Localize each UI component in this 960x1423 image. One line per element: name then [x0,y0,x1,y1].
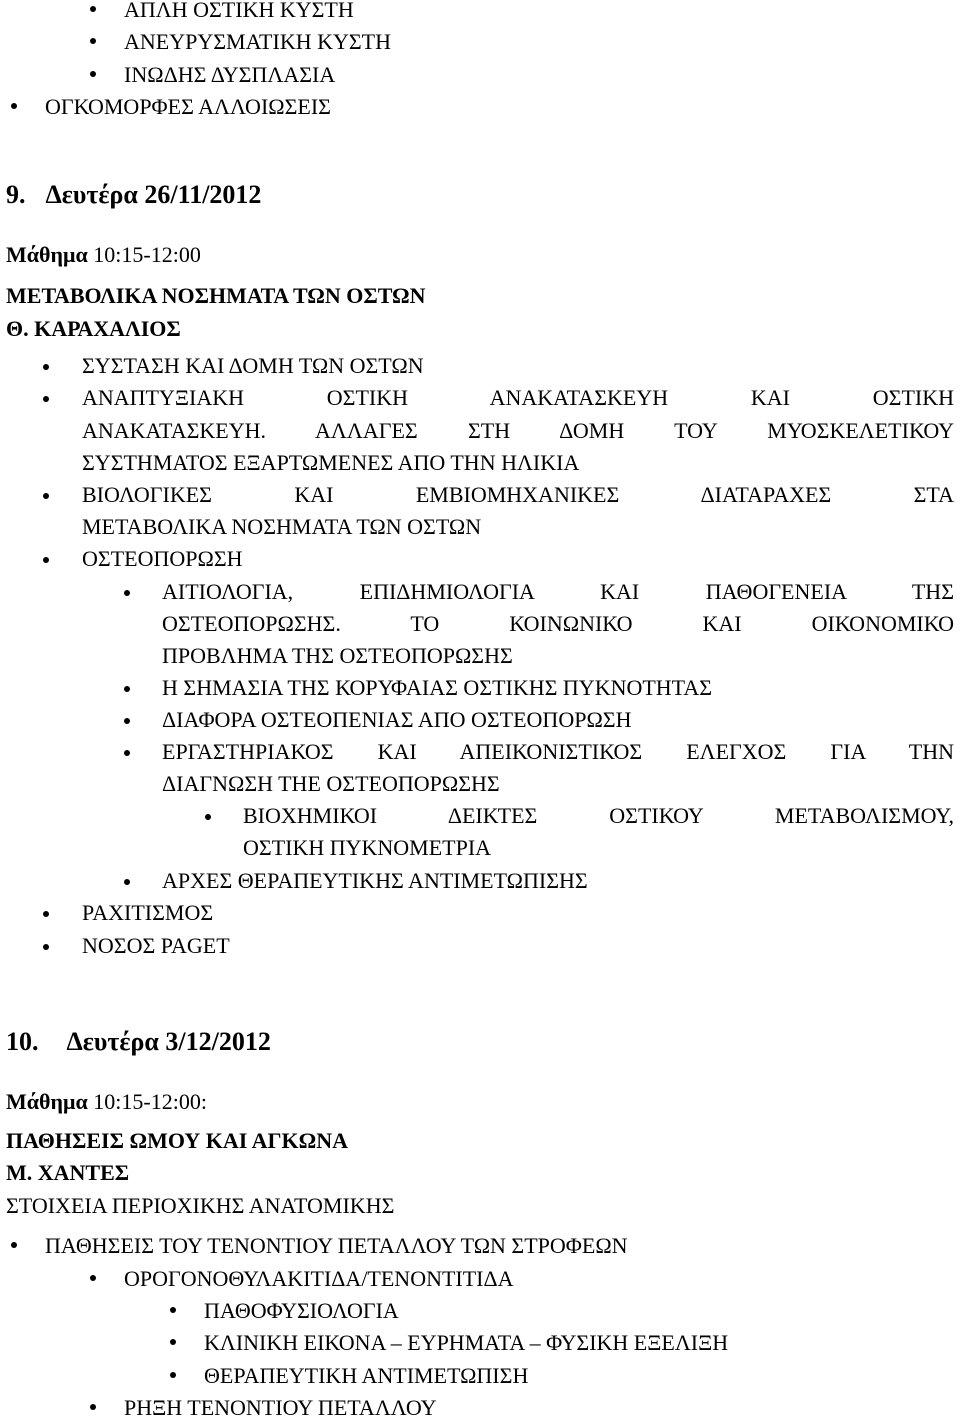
bullet-icon [43,557,49,563]
bullet-icon [43,944,49,950]
bullet-icon [124,590,130,596]
list-item: ΑΝΑΠΤΥΞΙΑΚΗ ΟΣΤΙΚΗ ΑΝΑΚΑΤΑΣΚΕΥΗ ΚΑΙ ΟΣΤΙΚΗ [82,385,954,410]
sub-list-item: ΡΗΞΗ ΤΕΝΟΝΤΙΟΥ ΠΕΤΑΛΛΟΥ [124,1395,437,1420]
bullet-icon [11,1242,17,1248]
lecturer-name: Μ. ΧΑΝΤΕΣ [6,1160,130,1185]
sub-list-item-cont: ΔΙΑΓΝΩΣΗ ΤΗΕ ΟΣΤΕΟΠΟΡΩΣΗΣ [162,771,500,796]
bullet-icon [90,6,96,12]
list-item: ΑΝΕΥΡΥΣΜΑΤΙΚΗ ΚΥΣΤΗ [124,29,392,54]
lesson-time: 10:15-12:00: [93,1089,207,1114]
list-item: ΙΝΩΔΗΣ ΔΥΣΠΛΑΣΙΑ [124,62,336,87]
sub-list-item: ΟΡΟΓΟΝΟΘΥΛΑΚΙΤΙΔΑ/ΤΕΝΟΝΤΙΤΙΔΑ [124,1266,514,1291]
sub-list-item: ΔΙΑΦΟΡΑ ΟΣΤΕΟΠΕΝΙΑΣ ΑΠΟ ΟΣΤΕΟΠΟΡΩΣΗ [162,707,632,732]
bullet-icon [43,911,49,917]
list-item: ΟΓΚΟΜΟΡΦΕΣ ΑΛΛΟΙΩΣΕΙΣ [45,94,331,119]
sub-sub-list-item-cont: ΟΣΤΙΚΗ ΠΥΚΝΟΜΕΤΡΙΑ [243,835,492,860]
list-item: ΟΣΤΕΟΠΟΡΩΣΗ [82,546,243,571]
bullet-icon [124,879,130,885]
list-item: ΝΟΣΟΣ PAGET [82,933,230,958]
bullet-icon [43,364,49,370]
intro-text: ΣΤΟΙΧΕΙΑ ΠΕΡΙΟΧΙΚΗΣ ΑΝΑΤΟΜΙΚΗΣ [6,1193,395,1218]
bullet-icon [205,814,211,820]
bullet-icon [43,396,49,402]
list-item: ΡΑΧΙΤΙΣΜΟΣ [82,900,214,925]
list-item-cont: ΜΕΤΑΒΟΛΙΚΑ ΝΟΣΗΜΑΤΑ ΤΩΝ ΟΣΤΩΝ [82,514,482,539]
sub-list-item-cont: ΟΣΤΕΟΠΟΡΩΣΗΣ. ΤΟ ΚΟΙΝΩΝΙΚΟ ΚΑΙ ΟΙΚΟΝΟΜΙΚΟ [162,611,954,636]
lecturer-name: Θ. ΚΑΡΑΧΑΛΙΟΣ [6,316,181,341]
list-item: ΒΙΟΛΟΓΙΚΕΣ ΚΑΙ ΕΜΒΙΟΜΗΧΑΝΙΚΕΣ ΔΙΑΤΑΡΑΧΕΣ ΣΤΑ [82,482,954,507]
section-heading [6,179,261,210]
bullet-icon [124,750,130,756]
sub-list-item: Η ΣΗΜΑΣΙΑ ΤΗΣ ΚΟΡΥΦΑΙΑΣ ΟΣΤΙΚΗΣ ΠΥΚΝΟΤΗΤΑΣ [162,675,713,700]
list-item: ΣΥΣΤΑΣΗ ΚΑΙ ΔΟΜΗ ΤΩΝ ΟΣΤΩΝ [82,353,424,378]
lecture-title: ΠΑΘΗΣΕΙΣ ΩΜΟΥ ΚΑΙ ΑΓΚΩΝΑ [6,1128,348,1153]
bullet-icon [124,686,130,692]
sub-sub-list-item: ΚΛΙΝΙΚΗ ΕΙΚΟΝΑ – ΕΥΡΗΜΑΤΑ – ΦΥΣΙΚΗ ΕΞΕΛΙΞΗ [204,1330,729,1355]
sub-list-item-cont: ΠΡΟΒΛΗΜΑ ΤΗΣ ΟΣΤΕΟΠΟΡΩΣΗΣ [162,643,513,668]
sub-list-item: ΑΙΤΙΟΛΟΓΙΑ, ΕΠΙΔΗΜΙΟΛΟΓΙΑ ΚΑΙ ΠΑΘΟΓΕΝΕΙΑ ΤΗΣ [162,579,954,604]
section-number: 10. [6,1027,39,1056]
lecture-title: ΜΕΤΑΒΟΛΙΚΑ ΝΟΣΗΜΑΤΑ ΤΩΝ ΟΣΤΩΝ [6,283,426,308]
bullet-icon [90,38,96,44]
lesson-line [6,239,201,270]
bullet-icon [170,1307,176,1313]
sub-list-item: ΕΡΓΑΣΤΗΡΙΑΚΟΣ ΚΑΙ ΑΠΕΙΚΟΝΙΣΤΙΚΟΣ ΕΛΕΓΧΟΣ ΓΙΑ ΤΗΝ [162,739,954,764]
list-item-cont: ΣΥΣΤΗΜΑΤΟΣ ΕΞΑΡΤΩΜΕΝΕΣ ΑΠΟ ΤΗΝ ΗΛΙΚΙΑ [82,450,580,475]
bullet-icon [43,493,49,499]
section-date: Δευτέρα 3/12/2012 [66,1027,271,1056]
bullet-icon [90,1275,96,1281]
bullet-icon [90,71,96,77]
bullet-icon [170,1372,176,1378]
sub-sub-list-item: ΠΑΘΟΦΥΣΙΟΛΟΓΙΑ [204,1298,399,1323]
list-item: ΠΑΘΗΣΕΙΣ ΤΟΥ ΤΕΝΟΝΤΙΟΥ ΠΕΤΑΛΛΟΥ ΤΩΝ ΣΤΡΟΦΕΩΝ [45,1233,628,1258]
section-number: 9. [6,180,26,209]
lesson-label: Μάθημα [6,242,88,267]
lesson-time: 10:15-12:00 [93,242,201,267]
sub-sub-list-item: ΒΙΟΧΗΜΙΚΟΙ ΔΕΙΚΤΕΣ ΟΣΤΙΚΟΥ ΜΕΤΑΒΟΛΙΣΜΟΥ, [243,803,954,828]
list-item-cont: ΑΝΑΚΑΤΑΣΚΕΥΗ. ΑΛΛΑΓΕΣ ΣΤΗ ΔΟΜΗ ΤΟΥ ΜΥΟΣΚΕΛΕΤΙΚΟΥ [82,418,954,443]
bullet-icon [90,1404,96,1410]
bullet-icon [170,1339,176,1345]
lesson-line [6,1086,207,1117]
bullet-icon [11,103,17,109]
list-item: ΑΠΛΗ ΟΣΤΙΚΗ ΚΥΣΤΗ [124,0,354,22]
bullet-icon [124,718,130,724]
sub-sub-list-item: ΘΕΡΑΠΕΥΤΙΚΗ ΑΝΤΙΜΕΤΩΠΙΣΗ [204,1363,529,1388]
sub-list-item: ΑΡΧΕΣ ΘΕΡΑΠΕΥΤΙΚΗΣ ΑΝΤΙΜΕΤΩΠΙΣΗΣ [162,868,588,893]
lesson-label: Μάθημα [6,1089,88,1114]
section-date: Δευτέρα 26/11/2012 [45,180,262,209]
section-heading [6,1026,271,1057]
